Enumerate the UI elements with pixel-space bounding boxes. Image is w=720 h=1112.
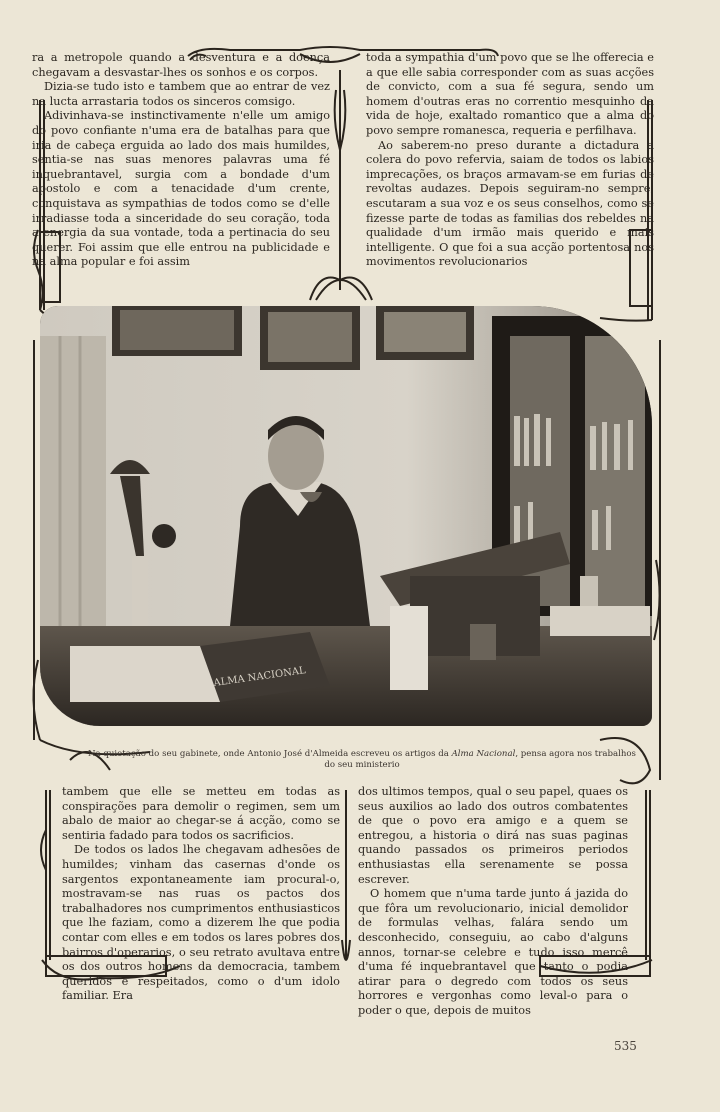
paragraph: ra a metropole quando a desventura e a doença chegavam a desvastar-lhes os sonhos e os corpos. — [32, 51, 330, 79]
caption-text-end: , pensa agora nos trabalhos do seu ministerio — [324, 749, 636, 770]
article-column-bottom-right — [358, 785, 628, 1019]
page-number: 535 — [614, 1039, 637, 1053]
paragraph: tambem que elle se metteu em todas as conspirações para demolir o regimen, sem um abalo de maior ao chegar-se á acção, como se sentiria fadado para todos os sacrificios. — [62, 785, 340, 842]
caption-italic-title: Alma Nacional — [451, 749, 516, 759]
paragraph: Ao saberem-no preso durante a dictadura a colera do povo refervia, saiam de todos os labios imprecações, os braços armavam-se em furias de revoltas audazes. Depois seguiram-no sempre, escutaram a sua voz e os seus conselhos, como se fizesse parte de todas as familias dos rebeldes na qualidade d'um irmão mais querido e mais intelligente. O que foi a sua acção portentosa nos movimentos revolucionarios — [366, 138, 654, 269]
article-column-bottom-left — [62, 785, 340, 1004]
paragraph: dos ultimos tempos, qual o seu papel, quaes os seus auxilios ao lado dos outros combatentes de que o povo era amigo e a quem se entregou, a historia o dirá nas suas paginas quando passados os primeiros periodos enthusiastas ella serenamente se possa escrever. — [358, 785, 628, 886]
paragraph: toda a sympathia d'um povo que se lhe offerecia e a que elle sabia corresponder com as suas acções de convicto, com a sua fé segura, sendo um homem d'outras eras no correntio mesquinho da vida de hoje, exaltado romantico que a alma do povo sempre romanesca, requeria e perfilhava. — [366, 51, 654, 137]
paragraph: Dizia-se tudo isto e tambem que ao entrar de vez na lucta arrastaria todos os sinceros comsigo. — [32, 80, 330, 108]
article-column-top-left — [32, 51, 330, 270]
book-cover-text: ALMA NACIONAL — [212, 665, 307, 689]
article-column-top-right — [366, 51, 654, 270]
photo-illustration — [40, 306, 652, 726]
paragraph: De todos os lados lhe chegavam adhesões de humildes; vinham das casernas d'onde os sargentos expontaneamente iam procural-o, mostravam-se nas ruas os pactos dos trabalhadores nos cumprimentos enthusiasticos que lhe faziam, como a dizerem lhe que podia contar com elles e em todos os lares pobres dos bairros d'operarios, o seu retrato avultava entre os dos outros homens da democracia, tambem queridos e respeitados, como o d'um idolo familiar. Era — [62, 843, 340, 1003]
caption-text: Na quietação do seu gabinete, onde Antonio José d'Almeida escreveu os artigos da — [88, 749, 452, 759]
paragraph: Adivinhava-se instinctivamente n'elle um amigo do povo confiante n'uma era de batalhas para que iria de cabeça erguida ao lado dos mais humildes, sentia-se nas suas menores palavras uma fé inquebrantavel, surgia com a bondade d'um apostolo e com a tenacidade d'um crente, conquistava as sympathias de todos como se d'elle irradiasse toda a sinceridade do seu coração, toda a energia da sua vontade, toda a pertinacia do seu querer. Foi assim que elle entrou na publicidade e na alma popular e foi assim — [32, 109, 330, 269]
photo-caption — [84, 749, 640, 771]
office-photograph — [40, 306, 652, 726]
paragraph: O homem que n'uma tarde junto á jazida do que fôra um revolucionario, inicial demolidor de formulas velhas, falára sendo um desconhecido, conseguiu, ao cabo d'alguns annos, tornar-se celebre e tudo isso mercê d'uma fé inquebrantavel que tanto o podia atirar para o degredo com todos os seus horrores e vergonhas como leval-o para o poder o que, depois de muitos — [358, 887, 628, 1017]
